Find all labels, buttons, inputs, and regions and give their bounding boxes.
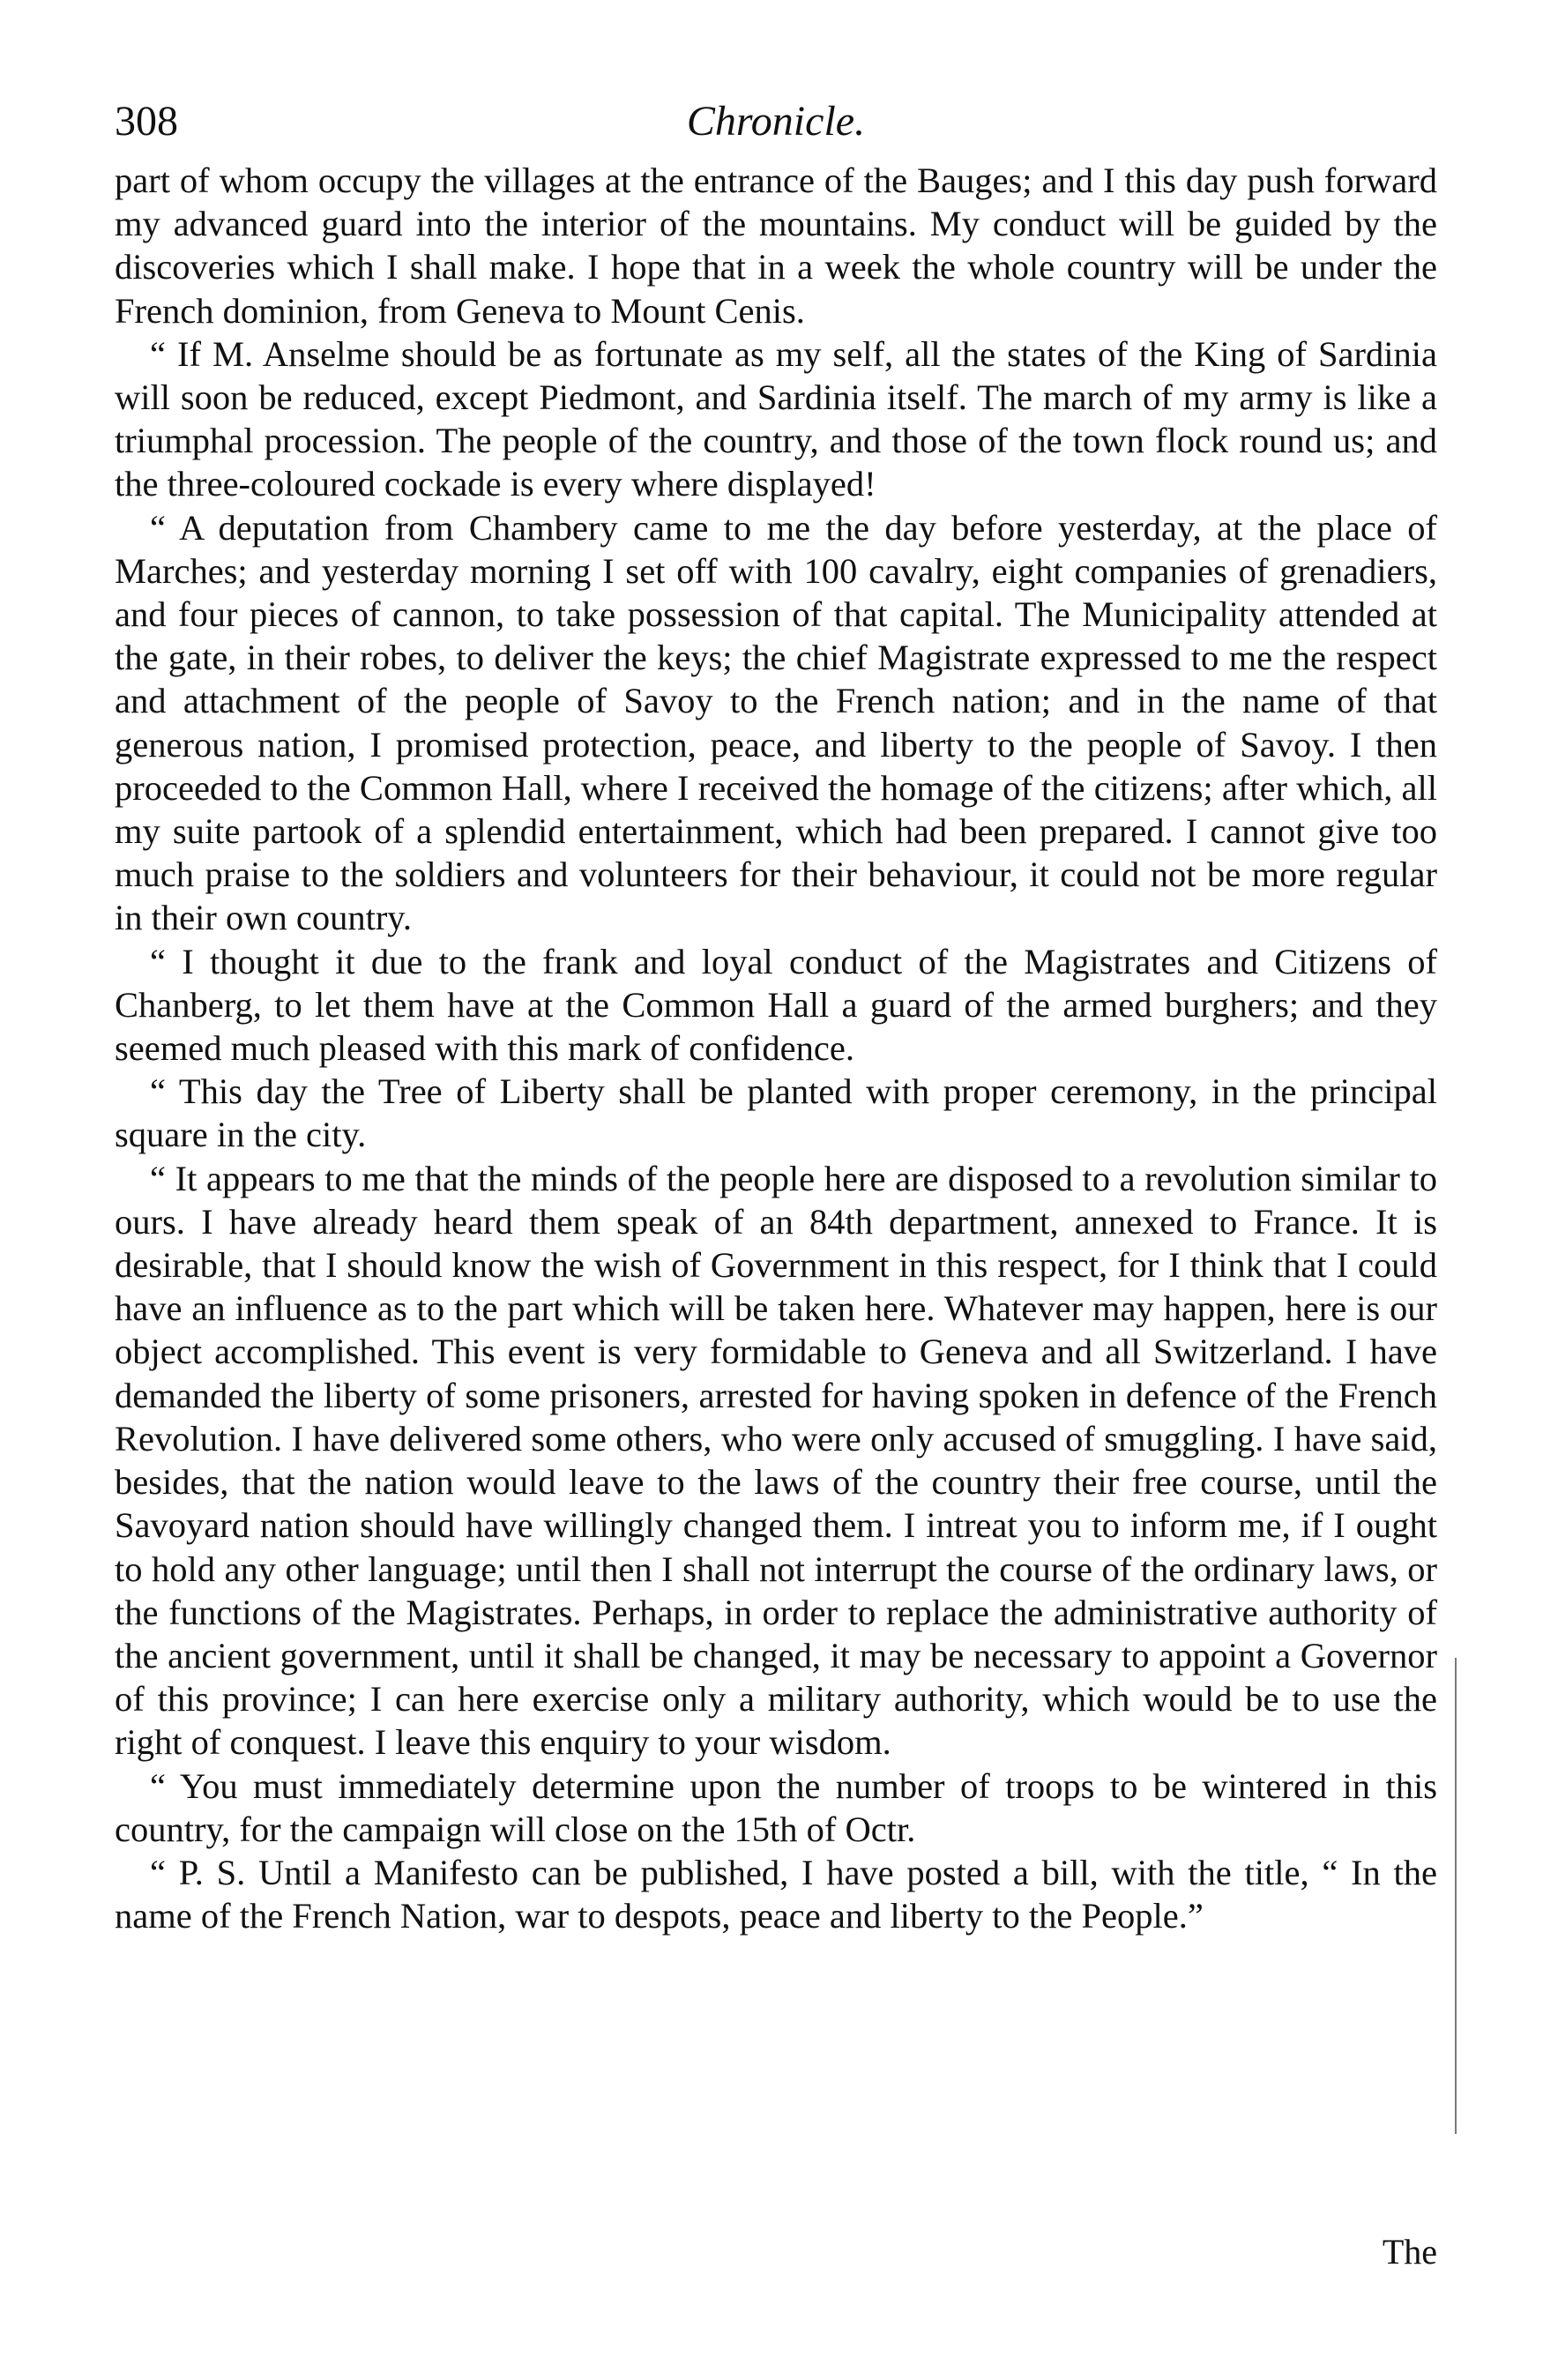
running-head [115, 97, 1437, 150]
paragraph: “ I thought it due to the frank and loyal conduct of the Magistrates and Citizens of Chanberg, to let them have at the Common Hall a guard of the armed burghers; and they seemed much pleased with this mark of confidence. [115, 941, 1437, 1069]
body-text [115, 159, 1437, 1937]
page-title: Chronicle. [686, 98, 866, 145]
paragraph: “ A deputation from Chambery came to me the day before yesterday, at the place of Marches; and yesterday morning I set off with 100 cavalry, eight companies of grenadiers, and four pieces of cannon, to take possession of that capital. The Municipality attended at the gate, in their robes, to deliver the keys; the chief Magistrate expressed to me the respect and attachment of the people of Savoy to the French nation; and in the name of that generous nation, I promised protection, peace, and liberty to the people of Savoy. I then proceeded to the Common Hall, where I received the homage of the citizens; after which, all my suite partook of a splendid entertainment, which had been prepared. I cannot give too much praise to the soldiers and volunteers for their behaviour, it could not be more regular in their own country. [115, 507, 1437, 938]
paragraph: “ It appears to me that the minds of the people here are disposed to a revolution similar to ours. I have already heard them speak of an 84th department, annexed to France. It is desirable, that I should know the wish of Government in this respect, for I think that I could have an influence as to the part which will be taken here. Whatever may happen, here is our object accomplished. This event is very formidable to Geneva and all Switzerland. I have demanded the liberty of some prisoners, arrested for having spoken in defence of the French Revolution. I have delivered some others, who were only accused of smuggling. I have said, besides, that the nation would leave to the laws of the country their free course, until the Savoyard nation should have willingly changed them. I intreat you to inform me, if I ought to hold any other language; until then I shall not interrupt the course of the ordinary laws, or the functions of the Magistrates. Perhaps, in order to replace the administrative authority of the ancient government, until it shall be changed, it may be necessary to appoint a Governor of this province; I can here exercise only a military authority, which would be to use the right of conquest. I leave this enquiry to your wisdom. [115, 1158, 1437, 1763]
paragraph: “ This day the Tree of Liberty shall be planted with proper ceremony, in the principal square in the city. [115, 1071, 1437, 1155]
paragraph: “ P. S. Until a Manifesto can be published, I have posted a bill, with the title, “ In the name of the French Nation, war to despots, peace and liberty to the People.” [115, 1852, 1437, 1936]
paragraph: part of whom occupy the villages at the entrance of the Bauges; and I this day push forward my advanced guard into the interior of the mountains. My conduct will be guided by the discoveries which I shall make. I hope that in a week the whole country will be under the French dominion, from Geneva to Mount Cenis. [115, 160, 1437, 331]
page-number: 308 [115, 98, 178, 145]
paragraph: “ If M. Anselme should be as fortunate as my self, all the states of the King of Sardinia will soon be reduced, except Piedmont, and Sardinia itself. The march of my army is like a triumphal procession. The people of the country, and those of the town flock round us; and the three-coloured cockade is every where displayed! [115, 333, 1437, 504]
paragraph: “ You must immediately determine upon the number of troops to be wintered in this country, for the campaign will close on the 15th of Octr. [115, 1765, 1437, 1849]
margin-rule [1455, 1658, 1457, 2134]
catchword: The [1382, 2232, 1437, 2272]
